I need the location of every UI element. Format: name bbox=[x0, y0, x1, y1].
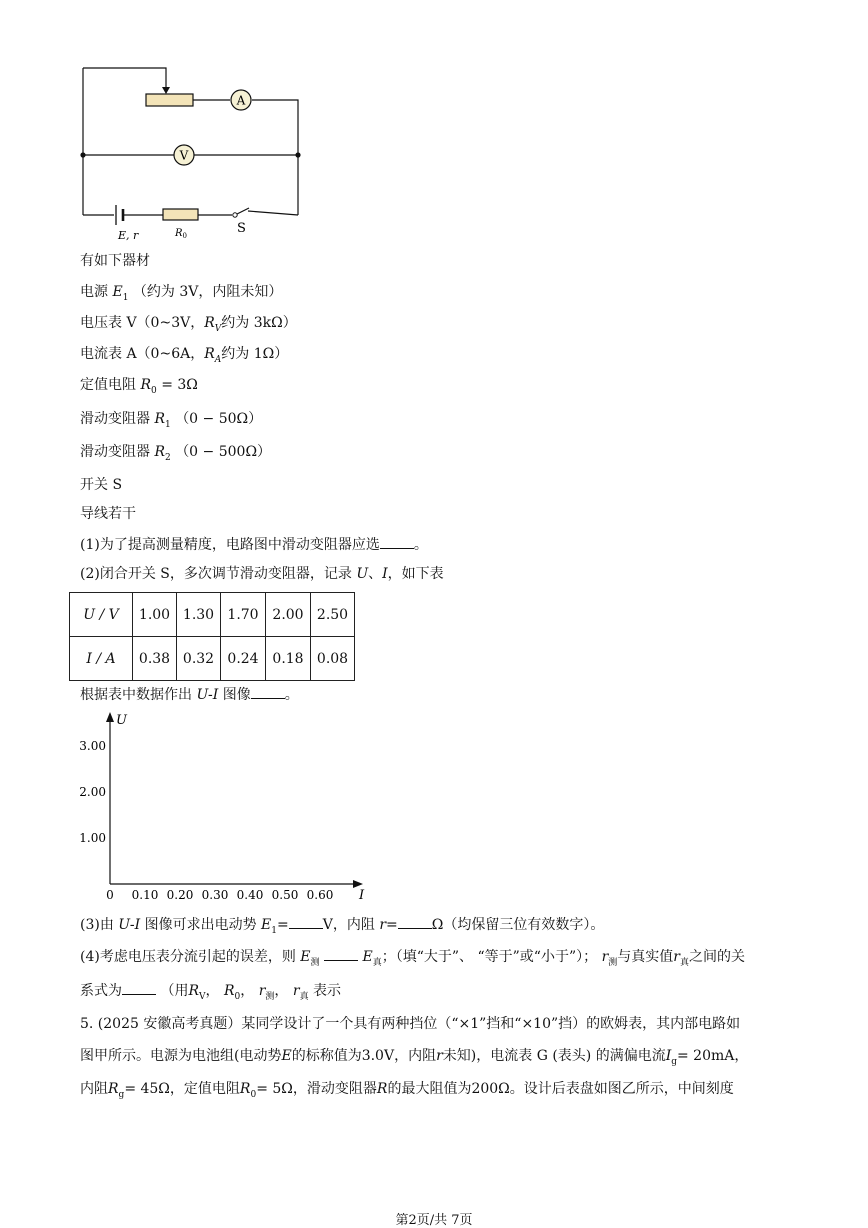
slider-arrow bbox=[162, 87, 170, 94]
question-4-line1 bbox=[80, 948, 745, 972]
problem5-line2 bbox=[80, 1047, 748, 1071]
ui-graph bbox=[70, 708, 380, 908]
q2-i: I bbox=[382, 566, 388, 582]
q2-text-a: (2)闭合开关 S，多次调节滑动变阻器，记录 bbox=[80, 566, 352, 582]
graph-prompt bbox=[80, 686, 299, 704]
q4-r2-sub: 真 bbox=[679, 957, 689, 968]
graph-prompt-end: 。 bbox=[284, 687, 299, 703]
q3-d: Ω（均保留三位有效数字）。 bbox=[431, 917, 605, 933]
ammeter-suffix: 约为 1Ω） bbox=[221, 346, 289, 362]
fixed-resistor-value: = 3Ω bbox=[161, 377, 198, 393]
rheostat1-sub: 1 bbox=[165, 419, 171, 430]
wire-top bbox=[83, 68, 166, 93]
ammeter-symbol: A bbox=[236, 93, 246, 108]
table-cell-i4: 0.18 bbox=[266, 637, 311, 681]
q4-e1: E bbox=[300, 949, 311, 965]
rheostat1-range: （0 − 50Ω） bbox=[175, 411, 263, 427]
q4-e2: E bbox=[362, 949, 373, 965]
q4-e2-sub: 真 bbox=[372, 957, 382, 968]
q4-rv: R bbox=[188, 983, 199, 999]
q4-compare-blank[interactable] bbox=[324, 948, 358, 961]
table-cell-u5: 2.50 bbox=[311, 593, 355, 637]
question-4-line2 bbox=[80, 982, 341, 1006]
table-cell-i5: 0.08 bbox=[311, 637, 355, 681]
problem5-line3 bbox=[80, 1080, 734, 1104]
q1-text: (1)为了提高测量精度，电路图中滑动变阻器应选 bbox=[80, 537, 380, 553]
table-header-i: I / A bbox=[70, 637, 133, 681]
voltmeter-text: 电压表 V（0~3V， bbox=[80, 315, 205, 331]
equipment-rheostat2 bbox=[80, 443, 271, 467]
q3-b: 图像可求出电动势 bbox=[144, 917, 257, 933]
q3-e-sub: 1 bbox=[271, 925, 277, 936]
circuit-diagram bbox=[60, 55, 320, 245]
table-row-i bbox=[70, 637, 355, 681]
q3-resistance-blank[interactable] bbox=[398, 916, 432, 929]
graph-prompt-ui: U-I bbox=[196, 687, 219, 703]
q4-comma3: ， bbox=[274, 983, 289, 999]
fixed-resistor-text: 定值电阻 bbox=[80, 377, 136, 393]
equipment-voltmeter bbox=[80, 314, 297, 338]
equipment-intro: 有如下器材 bbox=[80, 253, 150, 269]
switch-label: S bbox=[237, 221, 246, 236]
table-cell-u2: 1.30 bbox=[177, 593, 221, 637]
x-tick-label-5: 0.50 bbox=[271, 888, 299, 902]
question-1 bbox=[80, 536, 428, 554]
p5-line3-c: = 5Ω，滑动变阻器 bbox=[256, 1081, 377, 1097]
q4-d: 之间的关 bbox=[689, 949, 745, 965]
x-tick-label-6: 0.60 bbox=[306, 888, 334, 902]
table-cell-u1: 1.00 bbox=[133, 593, 177, 637]
table-header-u: U / V bbox=[70, 593, 133, 637]
graph-prompt-b: 图像 bbox=[222, 687, 251, 703]
p5-line3-d: 的最大阻值为200Ω。设计后表盘如图乙所示，中间刻度 bbox=[387, 1081, 734, 1097]
p5-line3-r0-sub: 0 bbox=[250, 1089, 257, 1100]
table-cell-u3: 1.70 bbox=[221, 593, 266, 637]
q2-text-b: ，如下表 bbox=[387, 566, 444, 582]
ammeter-ra-sub: A bbox=[214, 354, 222, 365]
fixed-resistor-symbol: R bbox=[140, 377, 151, 393]
q4-rz-sub: 真 bbox=[299, 991, 309, 1002]
q4-relation-blank[interactable] bbox=[122, 982, 156, 995]
q4-comma2: ， bbox=[240, 983, 255, 999]
q3-eq2: = bbox=[386, 917, 398, 933]
fixed-resistor bbox=[163, 209, 198, 220]
table-cell-i3: 0.24 bbox=[221, 637, 266, 681]
q4-r0: R bbox=[223, 983, 235, 999]
q2-u: U bbox=[356, 566, 369, 582]
rheostat1-symbol: R bbox=[154, 411, 165, 427]
rheostat-resistor bbox=[146, 94, 193, 106]
q4-r2: r bbox=[673, 949, 680, 965]
equipment-fixed-resistor bbox=[80, 376, 198, 400]
q4-line2-c: 表示 bbox=[313, 983, 342, 999]
y-tick-label-1: 2.00 bbox=[79, 785, 106, 799]
q3-c: V，内阻 bbox=[322, 917, 375, 933]
x-tick-label-0: 0 bbox=[106, 888, 114, 902]
table-row-u bbox=[70, 593, 355, 637]
equipment-switch: 开关 S bbox=[80, 477, 123, 493]
q3-ui: U-I bbox=[118, 917, 141, 933]
y-tick-label-2: 3.00 bbox=[79, 739, 106, 753]
table-cell-i2: 0.32 bbox=[177, 637, 221, 681]
x-tick-label-2: 0.20 bbox=[166, 888, 194, 902]
p5-line2-e: E bbox=[281, 1048, 292, 1064]
switch-lever bbox=[237, 208, 249, 214]
q1-answer-blank[interactable] bbox=[380, 536, 414, 549]
question-3 bbox=[80, 916, 604, 940]
q4-e1-sub: 测 bbox=[310, 957, 320, 968]
q4-rv-sub: V bbox=[199, 991, 206, 1002]
p5-line3-rg: R bbox=[108, 1081, 119, 1097]
x-tick-label-4: 0.40 bbox=[236, 888, 264, 902]
source-sub: 1 bbox=[122, 292, 129, 303]
page-footer: 第2页/共 7页 bbox=[395, 1213, 473, 1228]
q2-sep: 、 bbox=[368, 566, 383, 582]
p5-line2-ig-sub: g bbox=[671, 1056, 677, 1067]
q4-comma1: ， bbox=[205, 983, 220, 999]
p5-line3-rg-sub: g bbox=[118, 1089, 125, 1100]
y-axis-label: U bbox=[116, 713, 127, 728]
x-tick-label-1: 0.10 bbox=[131, 888, 159, 902]
p5-line2-d: = 20mA， bbox=[677, 1048, 749, 1064]
q4-c: 与真实值 bbox=[617, 949, 674, 965]
q4-r1: r bbox=[601, 949, 609, 965]
p5-line2-r: r bbox=[436, 1048, 443, 1064]
equipment-rheostat1 bbox=[80, 410, 262, 434]
q4-rc-sub: 测 bbox=[265, 991, 275, 1002]
p5-line2-c: 未知)，电流表 G (表头) 的满偏电流 bbox=[442, 1048, 666, 1064]
junction-left bbox=[80, 152, 85, 157]
p5-line3-r: R bbox=[376, 1081, 388, 1097]
voltmeter-rv-sub: V bbox=[214, 323, 222, 334]
q4-b: ；（填“大于”、 “等于”或“小于”）； bbox=[381, 949, 598, 965]
source-suffix: （约为 3V，内阻未知） bbox=[132, 284, 283, 300]
q4-r1-sub: 测 bbox=[608, 957, 618, 968]
q4-rz: r bbox=[292, 983, 300, 999]
battery-label: E, r bbox=[118, 229, 139, 242]
y-tick-label-0: 1.00 bbox=[79, 831, 106, 845]
q4-a: (4)考虑电压表分流引起的误差，则 bbox=[80, 949, 296, 965]
q3-a: (3)由 bbox=[80, 917, 114, 933]
junction-right bbox=[295, 152, 300, 157]
rheostat2-symbol: R bbox=[154, 444, 165, 460]
wire-ammeter-right bbox=[252, 100, 298, 215]
q4-r0-sub: 0 bbox=[234, 991, 241, 1002]
p5-line2-ig: I bbox=[665, 1048, 672, 1064]
data-table bbox=[69, 592, 355, 681]
q4-line2-b: （用 bbox=[160, 983, 189, 999]
q4-line2-a: 系式为 bbox=[80, 983, 122, 999]
rheostat1-text: 滑动变阻器 bbox=[80, 411, 150, 427]
p5-line2-b: 的标称值为3.0V，内阻 bbox=[291, 1048, 437, 1064]
x-axis-arrow bbox=[353, 880, 363, 888]
fixed-resistor-sub: 0 bbox=[151, 385, 157, 396]
p5-line3-b: = 45Ω，定值电阻 bbox=[124, 1081, 240, 1097]
x-axis-label: I bbox=[359, 888, 365, 903]
graph-prompt-a: 根据表中数据作出 bbox=[80, 687, 192, 703]
question-2 bbox=[80, 565, 444, 583]
equipment-ammeter bbox=[80, 345, 288, 369]
equipment-source bbox=[80, 283, 282, 307]
ammeter-text: 电流表 A（0~6A， bbox=[80, 346, 205, 362]
table-cell-i1: 0.38 bbox=[133, 637, 177, 681]
voltmeter-symbol: V bbox=[179, 148, 189, 163]
ammeter-ra: R bbox=[204, 346, 215, 362]
p5-line3-r0: R bbox=[239, 1081, 251, 1097]
x-tick-label-3: 0.30 bbox=[201, 888, 229, 902]
table-cell-u4: 2.00 bbox=[266, 593, 311, 637]
graph-answer-blank[interactable] bbox=[251, 686, 285, 699]
q3-r: r bbox=[379, 917, 387, 933]
q3-emf-blank[interactable] bbox=[289, 916, 323, 929]
q3-e: E bbox=[261, 917, 272, 933]
switch-contact-left bbox=[233, 213, 237, 217]
q4-rc: r bbox=[258, 983, 266, 999]
rheostat2-text: 滑动变阻器 bbox=[80, 444, 150, 460]
voltmeter-suffix: 约为 3kΩ） bbox=[221, 315, 297, 331]
source-prefix: 电源 bbox=[80, 284, 108, 300]
source-symbol: E bbox=[112, 284, 123, 300]
p5-line3-a: 内阻 bbox=[80, 1081, 108, 1097]
y-axis-arrow bbox=[106, 712, 114, 722]
p5-line2-a: 图甲所示。电源为电池组(电动势 bbox=[80, 1048, 282, 1064]
fixed-resistor-label: $R_0$ bbox=[175, 228, 187, 240]
problem5-line1: 5. (2025 安徽高考真题）某同学设计了一个具有两种挡位（“×1”挡和“×10”挡）的欧姆表，其内部电路如 bbox=[80, 1016, 741, 1032]
voltmeter-rv: R bbox=[204, 315, 215, 331]
rheostat2-sub: 2 bbox=[165, 452, 171, 463]
q3-eq: = bbox=[277, 917, 289, 933]
wire-bottom-right bbox=[248, 211, 298, 215]
rheostat2-range: （0 − 500Ω） bbox=[175, 444, 272, 460]
q1-end: 。 bbox=[413, 537, 428, 553]
equipment-wires: 导线若干 bbox=[80, 506, 136, 522]
